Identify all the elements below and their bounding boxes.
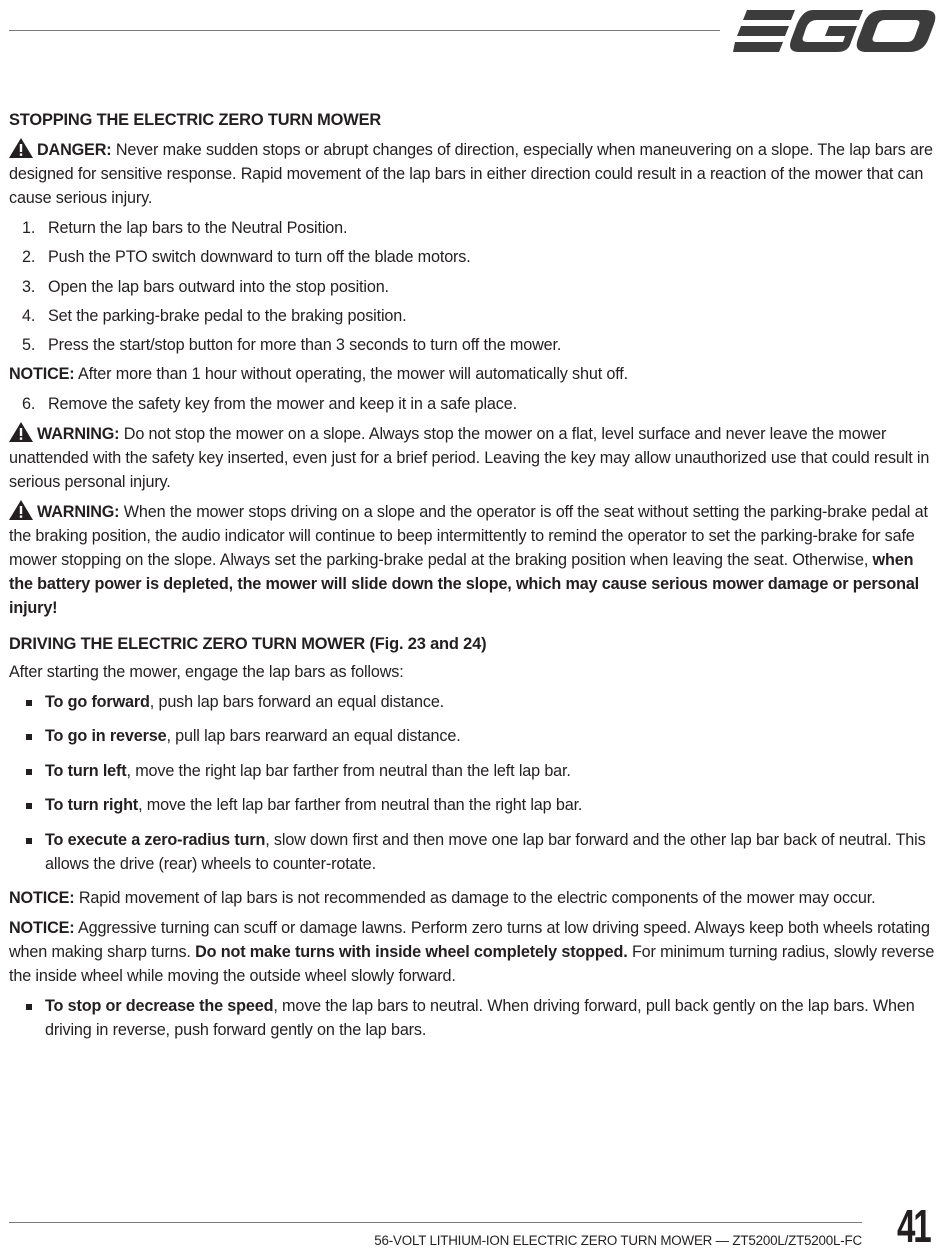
warning-triangle-icon [9,138,33,158]
list-item: 5. Press the start/stop button for more than 3 seconds to turn off the mower. [22,336,562,355]
bullet-square-icon [26,734,32,740]
footer-rule [9,1222,862,1223]
stop-steps-list [9,216,939,357]
danger-label: DANGER: [37,141,112,159]
page-number: 41 [897,1200,930,1252]
bullet-square-icon [26,769,32,775]
list-item: 3. Open the lap bars outward into the stop position. [22,277,389,296]
driving-bullets-list [9,690,939,876]
notice-paragraph: NOTICE: Rapid movement of lap bars is not recommended as damage to the electric components of the mower may occur. [9,889,876,908]
list-item: To go in reverse, pull lap bars rearward an equal distance. [9,724,939,748]
stop-speed-bullet-list [9,994,939,1042]
bullet-square-icon [26,838,32,844]
list-item: To execute a zero-radius turn, slow down first and then move one lap bar forward and the other lap bar back of neutral. This allows the drive (rear) wheels to counter-rotate. [9,828,939,876]
stop-steps-list-continued [9,392,939,416]
danger-text: Never make sudden stops or abrupt changes of direction, especially when maneuvering on a slope. The lap bars are designed for sensitive response. Rapid movement of the lap bars in either direction could result in a reaction of the mower that can cause serious injury. [9,141,933,207]
notice-paragraph: NOTICE: After more than 1 hour without operating, the mower will automatically shut off. [9,365,629,384]
section-heading-stopping: STOPPING THE ELECTRIC ZERO TURN MOWER [9,111,382,129]
header-rule [9,30,720,31]
bullet-square-icon [26,700,32,706]
main-content [9,108,939,1053]
footer-title: 56-VOLT LITHIUM-ION ELECTRIC ZERO TURN MOWER — ZT5200L/ZT5200L-FC [374,1233,862,1248]
list-item: 1. Return the lap bars to the Neutral Position. [22,219,348,237]
list-item: To stop or decrease the speed, move the lap bars to neutral. When driving forward, pull back gently on the lap bars. When driving in reverse, push forward gently on the lap bars. [9,994,939,1042]
bullet-square-icon [26,1004,32,1010]
danger-paragraph [9,138,939,210]
list-item: To turn right, move the left lap bar farther from neutral than the right lap bar. [9,793,939,817]
driving-intro: After starting the mower, engage the lap bars as follows: [9,662,404,681]
section-heading-driving: DRIVING THE ELECTRIC ZERO TURN MOWER (Fig. 23 and 24) [9,634,487,653]
ego-logo [733,7,938,55]
list-item: To turn left, move the right lap bar farther from neutral than the left lap bar. [9,759,939,783]
bullet-square-icon [26,803,32,809]
list-item: To go forward, push lap bars forward an equal distance. [9,690,939,714]
warning-triangle-icon [9,422,33,442]
warning-paragraph: WARNING: When the mower stops driving on a slope and the operator is off the seat without setting the parking-brake pedal at the braking position, the audio indicator will continue to beep intermittently to remind the operator to set the parking-brake for safe mower stopping on the slope. Always set the parking-brake pedal at the braking position when leaving the seat. Otherwise, when the battery power is depleted, the mower will slide down the slope, which may cause serious mower damage or personal injury! [9,500,939,620]
notice-paragraph: NOTICE: Aggressive turning can scuff or damage lawns. Perform zero turns at low driving speed. Always keep both wheels rotating when making sharp turns. Do not make turns with inside wheel completely stopped. For minimum turning radius, slowly reverse the inside wheel while moving the outside wheel slowly forward. [9,919,935,986]
warning-triangle-icon [9,500,33,520]
list-item: 6. Remove the safety key from the mower and keep it in a safe place. [22,395,517,414]
list-item: 4. Set the parking-brake pedal to the braking position. [22,306,407,325]
warning-paragraph: WARNING: Do not stop the mower on a slope. Always stop the mower on a flat, level surface and never leave the mower unattended with the safety key inserted, even just for a brief period. Leaving the key may allow unauthorized use that could result in serious personal injury. [9,422,939,494]
list-item: 2. Push the PTO switch downward to turn off the blade motors. [22,248,471,267]
